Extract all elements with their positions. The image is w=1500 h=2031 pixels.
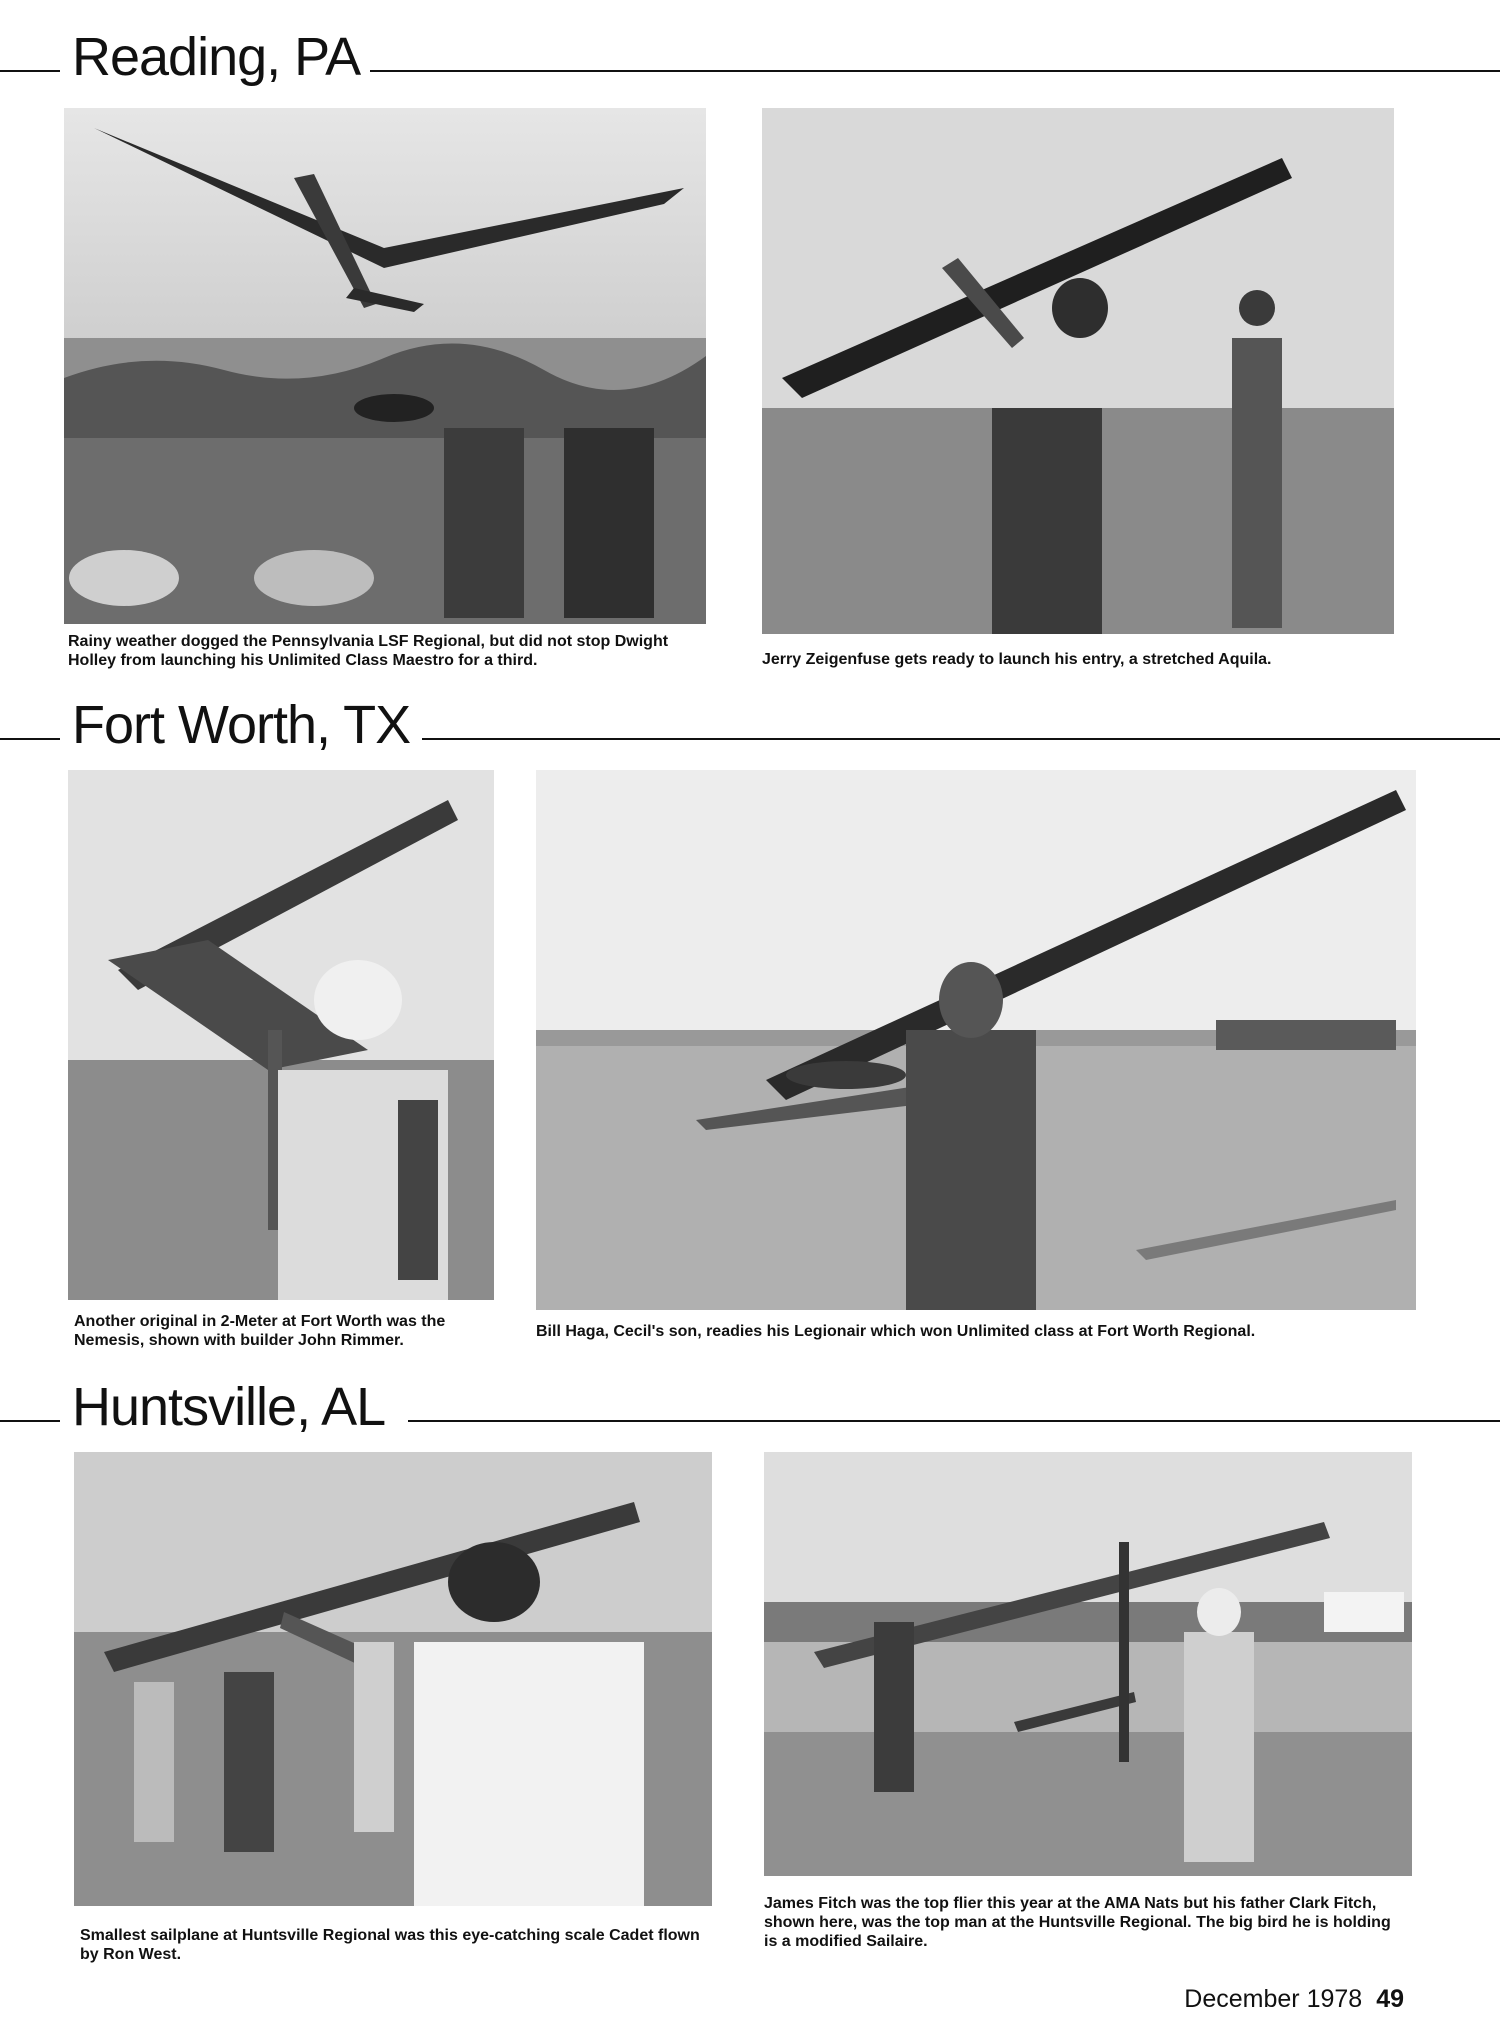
caption-reading-right: Jerry Zeigenfuse gets ready to launch his entry, a stretched Aquila. xyxy=(762,651,1272,668)
section-title: Reading, PA xyxy=(72,27,361,87)
section-header-fortworth xyxy=(0,690,1500,760)
page-footer xyxy=(1184,1985,1404,2014)
rule-right xyxy=(422,738,1500,740)
caption-fortworth-right: Bill Haga, Cecil's son, readies his Legionair which won Unlimited class at Fort Worth Regional. xyxy=(536,1323,1256,1340)
rule-left xyxy=(0,738,60,740)
section-title: Fort Worth, TX xyxy=(72,695,411,755)
rule-left xyxy=(0,70,60,72)
rule-right xyxy=(370,70,1500,72)
caption-huntsville-right: James Fitch was the top flier this year at the AMA Nats but his father Clark Fitch, shown here, was the top man at the Huntsville Regional. The big bird he is holding is a modified Sailaire. xyxy=(764,1895,1391,1950)
section-header-huntsville xyxy=(0,1372,1500,1442)
caption-fortworth-left: Another original in 2-Meter at Fort Worth was the Nemesis, shown with builder John Rimmer. xyxy=(74,1313,446,1349)
page-number: 49 xyxy=(1376,1985,1404,2013)
caption-huntsville-left: Smallest sailplane at Huntsville Regional was this eye-catching scale Cadet flown by Ron West. xyxy=(80,1927,700,1963)
section-header-reading xyxy=(0,22,1500,92)
section-title: Huntsville, AL xyxy=(72,1377,386,1437)
photo-huntsville-cadet-west xyxy=(74,1452,712,1906)
issue-date: December 1978 xyxy=(1184,1985,1363,2013)
rule-left xyxy=(0,1420,60,1422)
photo-fortworth-nemesis-rimmer xyxy=(68,770,494,1300)
photo-reading-holley-launch xyxy=(64,108,706,624)
caption-reading-left: Rainy weather dogged the Pennsylvania LSF Regional, but did not stop Dwight Holley from launching his Unlimited Class Maestro for a third. xyxy=(68,633,669,669)
photo-huntsville-clark-fitch xyxy=(764,1452,1412,1876)
rule-right xyxy=(408,1420,1500,1422)
photo-fortworth-haga-legionair xyxy=(536,770,1416,1310)
photo-reading-zeigenfuse xyxy=(762,108,1394,634)
